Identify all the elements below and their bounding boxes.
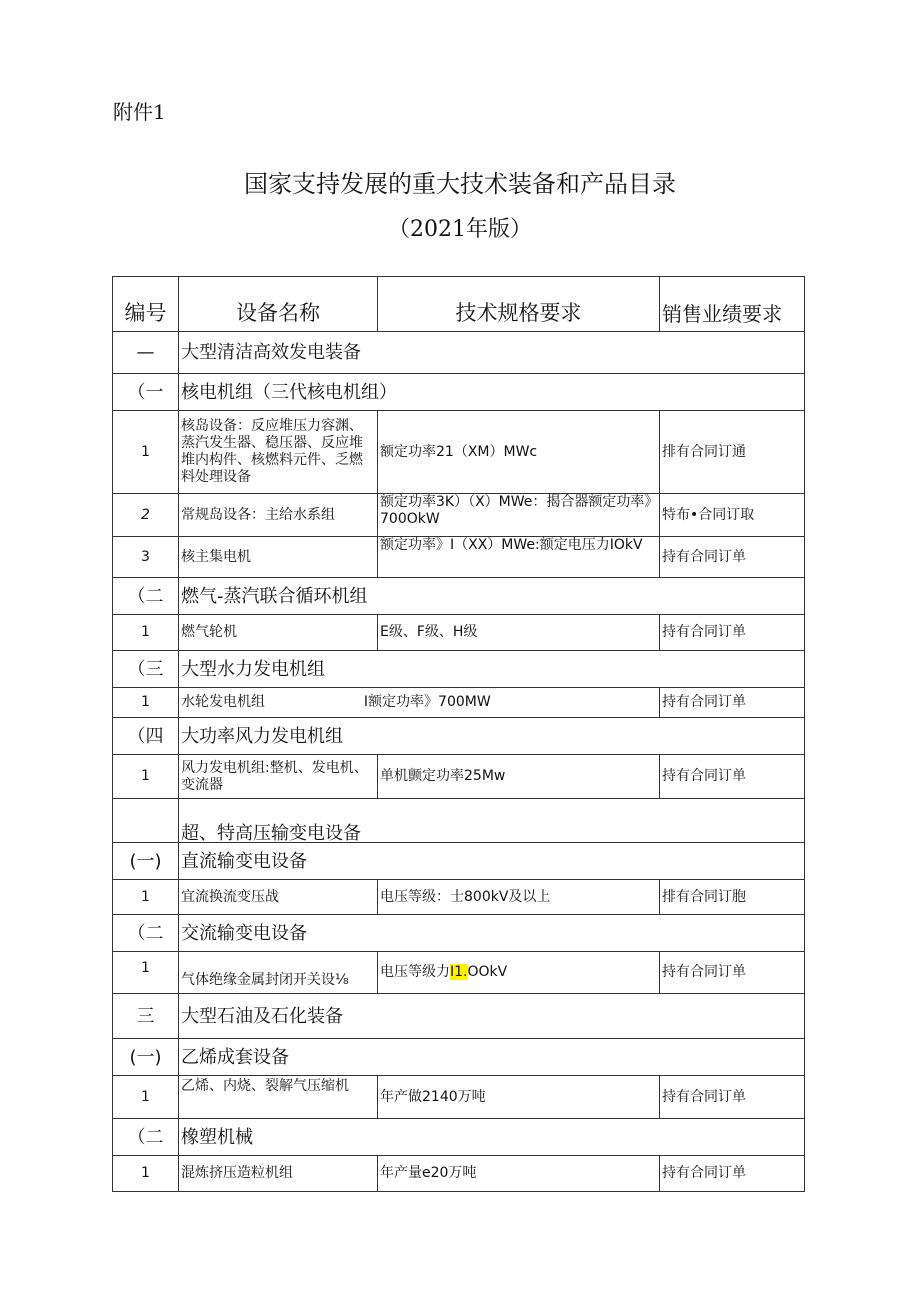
table-row <box>113 494 805 537</box>
row-number: 1 <box>113 688 179 718</box>
spec-requirement: 额定功率》I（XX）MWe:额定电压力IOkV <box>378 537 660 578</box>
spec-requirement: 电压等级：士800kV及以上 <box>378 880 660 915</box>
row-number: (一) <box>113 1039 179 1076</box>
sales-requirement: 持有合同订单 <box>660 952 805 994</box>
row-number: — <box>113 332 179 374</box>
row-number: 1 <box>113 615 179 651</box>
spec-requirement: 额定功率21（XM）MWc <box>378 411 660 494</box>
subsection-title: 交流输变电设备 <box>179 915 805 952</box>
row-number: 1 <box>113 1076 179 1119</box>
table-row <box>113 880 805 915</box>
table-row <box>113 615 805 651</box>
sales-requirement: 持有合同订单 <box>660 615 805 651</box>
row-number <box>113 799 179 843</box>
table-row <box>113 1156 805 1192</box>
row-number: （二 <box>113 915 179 952</box>
spec-requirement: 额定功率3K）（X）MWe：揭合器额定功率》700OkW <box>378 494 660 537</box>
subsection-row <box>113 915 805 952</box>
row-number: 三 <box>113 994 179 1039</box>
row-number: 1 <box>113 1156 179 1192</box>
table-row <box>113 952 805 994</box>
spec-requirement: 单机颤定功率25Mw <box>378 755 660 799</box>
row-number: （二 <box>113 578 179 615</box>
sales-requirement: 持有合同订单 <box>660 1076 805 1119</box>
document-edition: （2021年版） <box>388 217 532 242</box>
section-row <box>113 332 805 374</box>
subsection-row <box>113 718 805 755</box>
row-number: （二 <box>113 1119 179 1156</box>
subsection-title: 燃气-蒸汽联合循环机组 <box>179 578 805 615</box>
spec-requirement: I额定功率》700MW <box>363 694 491 710</box>
sales-requirement: 排有合同订通 <box>660 411 805 494</box>
row-number: (一) <box>113 843 179 880</box>
spec-requirement-prefix: 电压等级力 <box>380 964 450 980</box>
attachment-label: 附件1 <box>113 100 166 124</box>
sales-requirement: 持有合同订单 <box>660 755 805 799</box>
equipment-name: 乙烯、内烧、裂解气压缩机 <box>179 1076 378 1119</box>
equipment-name: 燃气轮机 <box>179 615 378 651</box>
row-number: 2 <box>113 494 179 537</box>
equipment-name: 宜流换流变压战 <box>179 880 378 915</box>
table-row <box>113 411 805 494</box>
row-number: 1 <box>113 952 179 994</box>
spec-requirement: E级、F级、H级 <box>378 615 660 651</box>
subsection-title: 橡塑机械 <box>179 1119 805 1156</box>
spec-requirement: 年产做2140万吨 <box>378 1076 660 1119</box>
row-number: （三 <box>113 651 179 688</box>
subsection-row <box>113 578 805 615</box>
equipment-name-and-spec <box>179 688 660 718</box>
spec-requirement <box>378 952 660 994</box>
document-title: 国家支持发展的重大技术装备和产品目录 <box>244 170 676 198</box>
section-title: 超、特高压输变电设备 <box>179 799 805 843</box>
table-row <box>113 688 805 718</box>
table-header-row <box>113 277 805 332</box>
spec-requirement: 年产量e20万吨 <box>378 1156 660 1192</box>
subsection-title: 乙烯成套设备 <box>179 1039 805 1076</box>
row-number: （一 <box>113 374 179 411</box>
subsection-title: 大型水力发电机组 <box>179 651 805 688</box>
section-row <box>113 799 805 843</box>
row-number: 3 <box>113 537 179 578</box>
subsection-row <box>113 1119 805 1156</box>
table-row <box>113 1076 805 1119</box>
sales-requirement: 持有合同订单 <box>660 688 805 718</box>
sales-requirement: 持有合同订单 <box>660 1156 805 1192</box>
section-title: 大型石油及石化装备 <box>179 994 805 1039</box>
row-number: 1 <box>113 411 179 494</box>
subsection-title: 核电机组（三代核电机组） <box>179 374 805 411</box>
equipment-name: 水轮发电机组 <box>181 694 265 710</box>
row-number: 1 <box>113 880 179 915</box>
subsection-row <box>113 651 805 688</box>
sales-requirement: 持有合同订单 <box>660 537 805 578</box>
column-header-sales: 销售业绩要求 <box>660 277 805 332</box>
section-row <box>113 994 805 1039</box>
subsection-row <box>113 374 805 411</box>
table-row <box>113 537 805 578</box>
equipment-name: 常规岛设各：主给水系组 <box>179 494 378 537</box>
subsection-title: 大功率风力发电机组 <box>179 718 805 755</box>
highlighted-text: I1. <box>450 964 468 980</box>
equipment-name: 气体绝缘金属封闭开关设⅛ <box>179 952 378 994</box>
equipment-table <box>112 276 805 1192</box>
sales-requirement: 排有合同订胞 <box>660 880 805 915</box>
column-header-number: 编号 <box>113 277 179 332</box>
row-number: 1 <box>113 755 179 799</box>
subsection-row <box>113 843 805 880</box>
section-title: 大型清洁高效发电装备 <box>179 332 805 374</box>
equipment-name: 风力发电机组:整机、发电机、变流器 <box>179 755 378 799</box>
sales-requirement: 特布•合同订取 <box>660 494 805 537</box>
column-header-spec: 技术规格要求 <box>378 277 660 332</box>
equipment-name: 混炼挤压造粒机组 <box>179 1156 378 1192</box>
subsection-row <box>113 1039 805 1076</box>
column-header-equipment-name: 设备名称 <box>179 277 378 332</box>
row-number: （四 <box>113 718 179 755</box>
equipment-name: 核岛设备：反应堆压力容渊、蒸汽发生器、稳压器、反应堆堆内构件、核燃料元件、乏燃料处理设备 <box>179 411 378 494</box>
subsection-title: 直流输变电设备 <box>179 843 805 880</box>
table-row <box>113 755 805 799</box>
spec-requirement-suffix: OOkV <box>467 964 508 980</box>
equipment-name: 核主集电机 <box>179 537 378 578</box>
